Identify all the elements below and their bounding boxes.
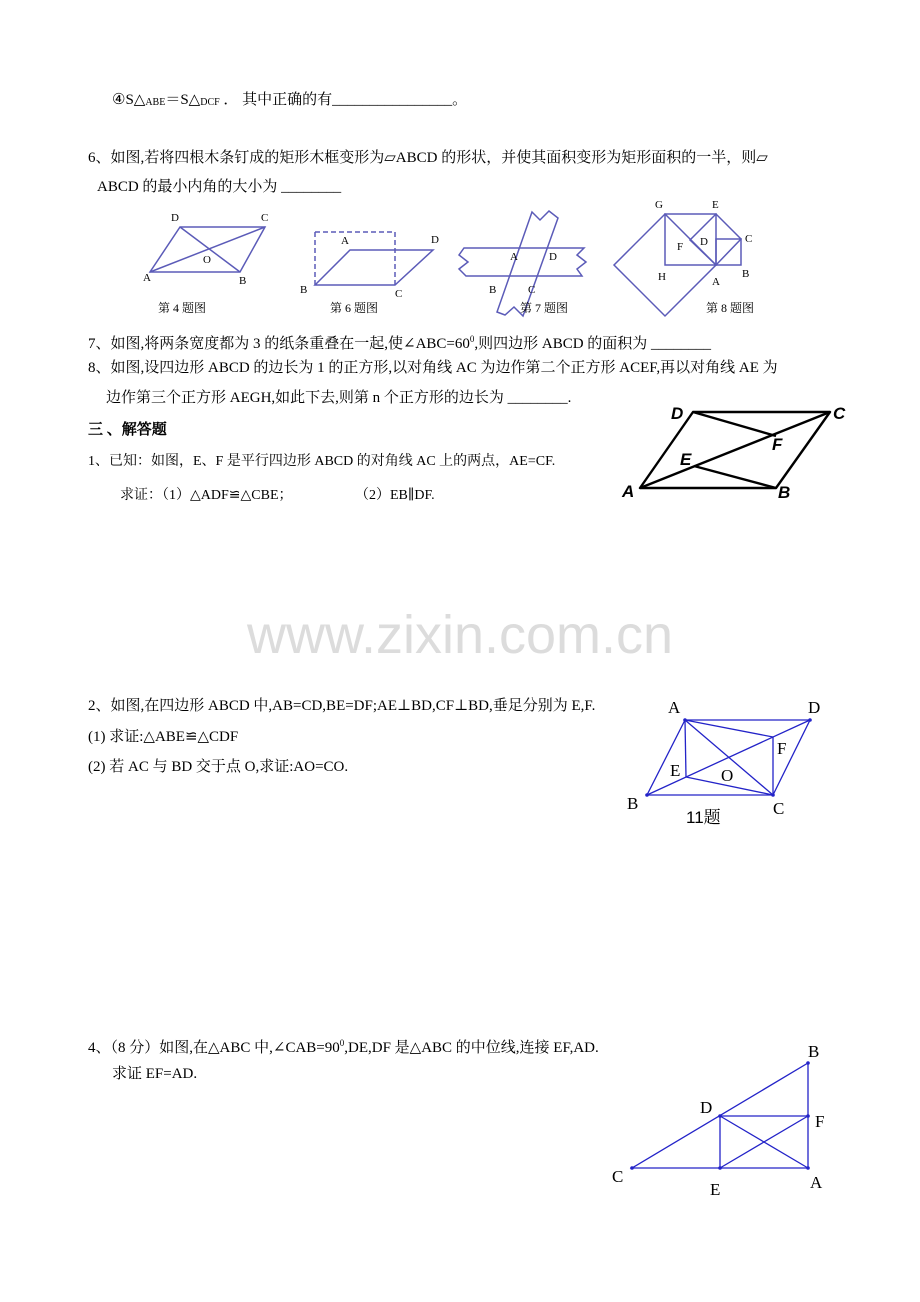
p1fig-segment-eb xyxy=(694,466,776,488)
p1fig-label-d: D xyxy=(671,404,684,423)
problem-2-part-2: (2) 若 AC 与 BD 交于点 O,求证:AO=CO. xyxy=(88,759,349,775)
problem-4-degree-sup: 0 xyxy=(339,1038,345,1048)
fig7-label-b: B xyxy=(489,284,497,296)
p4fig-label-c: C xyxy=(612,1167,624,1186)
q8-line-2: 边作第三个正方形 AEGH,如此下去,则第 n 个正方形的边长为 ________. xyxy=(106,390,572,406)
fig6-label-c: C xyxy=(395,288,403,300)
p2fig-segment-ae xyxy=(685,720,686,777)
fig7-label-c: C xyxy=(528,284,536,296)
q6-line-1: 6、如图,若将四根木条钉成的矩形木框变形为▱ABCD 的形状，并使其面积变形为矩形面积的一半，则▱ xyxy=(88,150,768,166)
p2fig-label-f: F xyxy=(777,739,787,758)
q7-text xyxy=(88,329,711,354)
problem-4-stem xyxy=(88,1033,599,1058)
fig6-label-b: B xyxy=(300,284,308,296)
figure-8 xyxy=(614,199,754,316)
fig7-horizontal-strip xyxy=(459,248,586,276)
p4fig-point-b xyxy=(806,1061,810,1065)
p2fig-caption: 11题 xyxy=(686,808,721,827)
q5-option-4-sub-dcf: DCF xyxy=(200,97,220,108)
p4fig-point-d xyxy=(718,1114,722,1118)
fig4-label-d: D xyxy=(171,212,179,224)
p2fig-label-c: C xyxy=(773,799,785,818)
fig6-caption: 第 6 题图 xyxy=(330,301,379,315)
watermark-text: www.zixin.com.cn xyxy=(246,605,674,665)
q5-option-4 xyxy=(112,90,467,113)
q5-option-4-mid: ＝S△ xyxy=(165,92,201,108)
fig8-label-d: D xyxy=(700,236,708,248)
q5-option-4-tail: ． 其中正确的有________________。 xyxy=(219,92,468,108)
q7-text-before: 7、如图,将两条宽度都为 3 的纸条重叠在一起,使∠ABC=60 xyxy=(88,336,470,352)
problem-1-prove-part-2: （2）EB∥DF. xyxy=(355,488,435,503)
p2fig-label-a: A xyxy=(668,698,681,717)
problem-4-prove: 求证 EF=AD. xyxy=(112,1066,198,1082)
fig8-label-f: F xyxy=(677,241,684,253)
figure-4 xyxy=(143,212,268,315)
fig8-label-h: H xyxy=(658,271,666,283)
p4fig-label-b: B xyxy=(808,1042,820,1061)
p1fig-label-e: E xyxy=(680,450,692,469)
figure-6 xyxy=(300,232,439,315)
fig4-label-o: O xyxy=(203,254,211,266)
figure-7 xyxy=(459,211,586,316)
p1fig-label-b: B xyxy=(778,483,791,502)
p2fig-point-b xyxy=(645,793,649,797)
p4fig-point-e xyxy=(718,1166,722,1170)
p2fig-point-c xyxy=(771,793,775,797)
problem-1-stem: 1、已知：如图，E、F 是平行四边形 ABCD 的对角线 AC 上的两点，AE=CF. xyxy=(88,454,556,469)
p2fig-point-d xyxy=(808,718,812,722)
fig4-label-c: C xyxy=(261,212,269,224)
fig6-parallelogram xyxy=(315,250,433,285)
fig8-caption: 第 8 题图 xyxy=(706,301,755,315)
p1fig-label-f: F xyxy=(772,435,783,454)
p2fig-point-a xyxy=(683,718,687,722)
fig6-label-d: D xyxy=(431,234,439,246)
fig8-label-b: B xyxy=(742,268,750,280)
q5-option-4-sub-abe: ABE xyxy=(145,97,166,108)
p4fig-label-d: D xyxy=(700,1098,713,1117)
p2fig-label-b: B xyxy=(627,794,639,813)
figure-problem-2 xyxy=(627,698,820,827)
problem-4-stem-before: 4、（8 分）如图,在△ABC 中,∠CAB=90 xyxy=(88,1040,340,1056)
q5-option-4-lead: ④S△ xyxy=(112,92,146,108)
fig7-label-a: A xyxy=(510,251,518,263)
fig7-label-d: D xyxy=(549,251,557,263)
fig8-label-a: A xyxy=(712,276,720,288)
figure-problem-1 xyxy=(621,404,846,502)
fig4-label-a: A xyxy=(143,272,151,284)
p4fig-point-a xyxy=(806,1166,810,1170)
problem-4-stem-after: ,DE,DF 是△ABC 的中位线,连接 EF,AD. xyxy=(344,1040,599,1056)
p4fig-point-f xyxy=(806,1114,810,1118)
problem-2-part-1: (1) 求证:△ABE≌△CDF xyxy=(88,729,239,745)
p4fig-label-e: E xyxy=(710,1180,721,1199)
fig4-label-b: B xyxy=(239,275,247,287)
fig8-label-c: C xyxy=(745,233,753,245)
section-3-heading: 三 、解答题 xyxy=(88,422,167,438)
fig7-caption: 第 7 题图 xyxy=(520,301,569,315)
q7-text-after: ,则四边形 ABCD 的面积为 ________ xyxy=(474,336,712,352)
p2fig-segment-af xyxy=(685,720,773,737)
p1fig-label-c: C xyxy=(833,404,846,423)
q8-line-1: 8、如图,设四边形 ABCD 的边长为 1 的正方形,以对角线 AC 为边作第二个正方形 ACEF,再以对角线 AE 为 xyxy=(88,360,778,376)
q6-line-2: ABCD 的最小内角的大小为 ________ xyxy=(97,179,342,195)
figure-problem-4 xyxy=(612,1042,824,1199)
problem-1-prove-part-1: 求证：（1）△ADF≌△CBE； xyxy=(120,488,293,503)
p2fig-label-e: E xyxy=(670,761,681,780)
p1fig-segment-df xyxy=(693,412,776,436)
p4fig-label-f: F xyxy=(815,1112,825,1131)
fig8-label-e: E xyxy=(712,199,719,211)
problem-2-stem: 2、如图,在四边形 ABCD 中,AB=CD,BE=DF;AE⊥BD,CF⊥BD,垂足分别为 E,F. xyxy=(88,698,596,714)
fig4-caption: 第 4 题图 xyxy=(158,301,207,315)
p2fig-label-d: D xyxy=(808,698,821,717)
fig6-label-a: A xyxy=(341,235,349,247)
p1fig-label-a: A xyxy=(622,482,635,501)
p4fig-label-a: A xyxy=(810,1173,823,1192)
q7-degree-sup: 0 xyxy=(469,334,475,344)
p2fig-label-o: O xyxy=(721,766,734,785)
fig8-label-g: G xyxy=(655,199,663,211)
p4fig-point-c xyxy=(630,1166,634,1170)
